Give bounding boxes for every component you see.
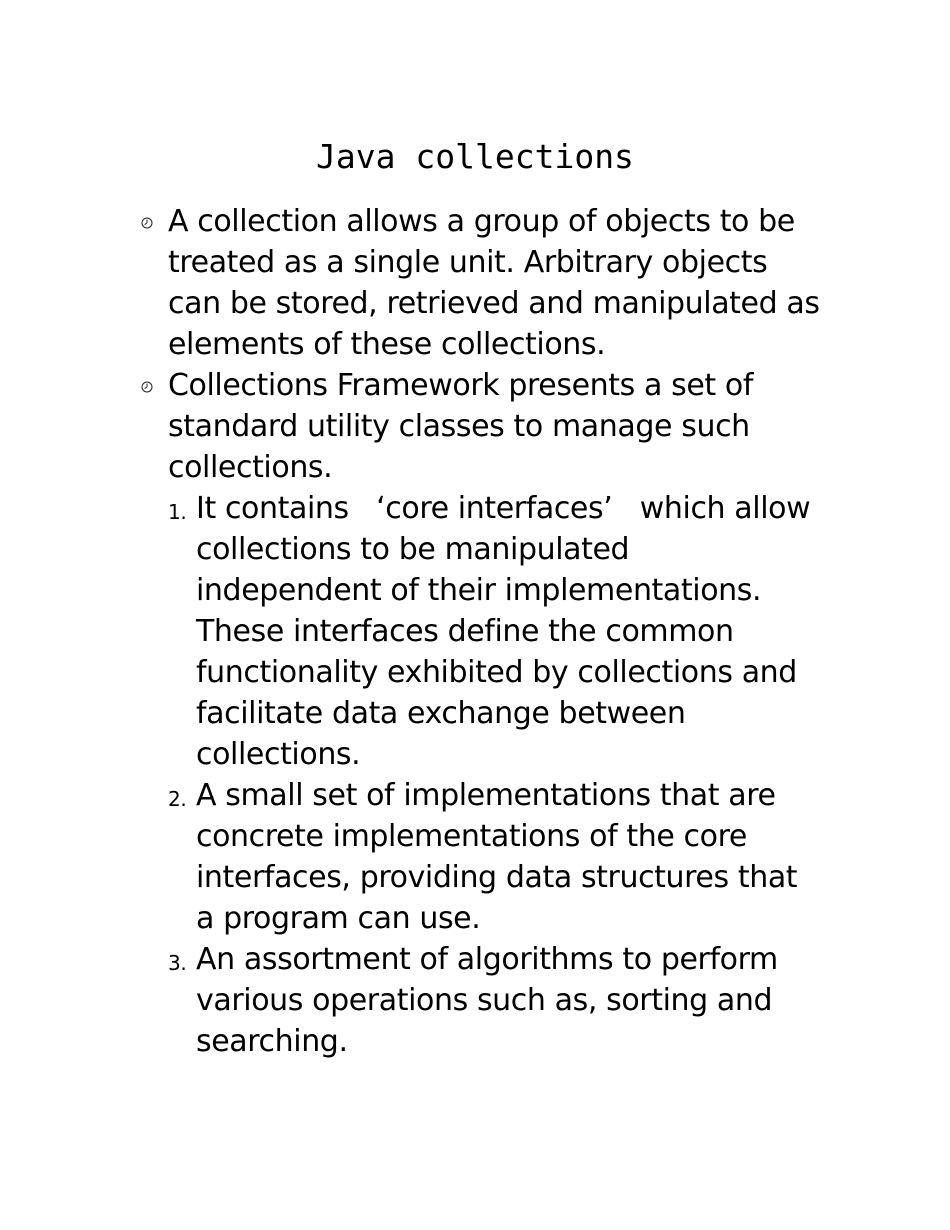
clock-bullet-icon <box>141 217 153 229</box>
numbered-item <box>140 939 820 1062</box>
numbered-item-text: An assortment of algorithms to perform various operations such as, sorting and searching. <box>196 942 778 1059</box>
numbered-item-text: It contains ‘core interfaces’ which allow collections to be manipulated independent of their implementations. These interfaces define the common functionality exhibited by collections and facilitate data exchange between collections. <box>196 491 811 772</box>
numbered-item <box>140 775 820 939</box>
document-body <box>140 201 820 1062</box>
page-title: Java collections <box>316 137 634 176</box>
clock-bullet-icon <box>141 381 153 393</box>
bullet-item <box>140 201 820 365</box>
item-number: 3. <box>168 951 187 975</box>
numbered-item <box>140 488 820 775</box>
bullet-text: Collections Framework presents a set of standard utility classes to manage such collections. <box>168 368 753 485</box>
item-number: 2. <box>168 787 187 811</box>
item-number: 1. <box>168 500 187 524</box>
bullet-text: A collection allows a group of objects to be treated as a single unit. Arbitrary objects can be stored, retrieved and manipulated as elements of these collections. <box>168 204 820 362</box>
bullet-item <box>140 365 820 488</box>
numbered-item-text: A small set of implementations that are concrete implementations of the core interfaces, providing data structures that a program can use. <box>196 778 798 936</box>
